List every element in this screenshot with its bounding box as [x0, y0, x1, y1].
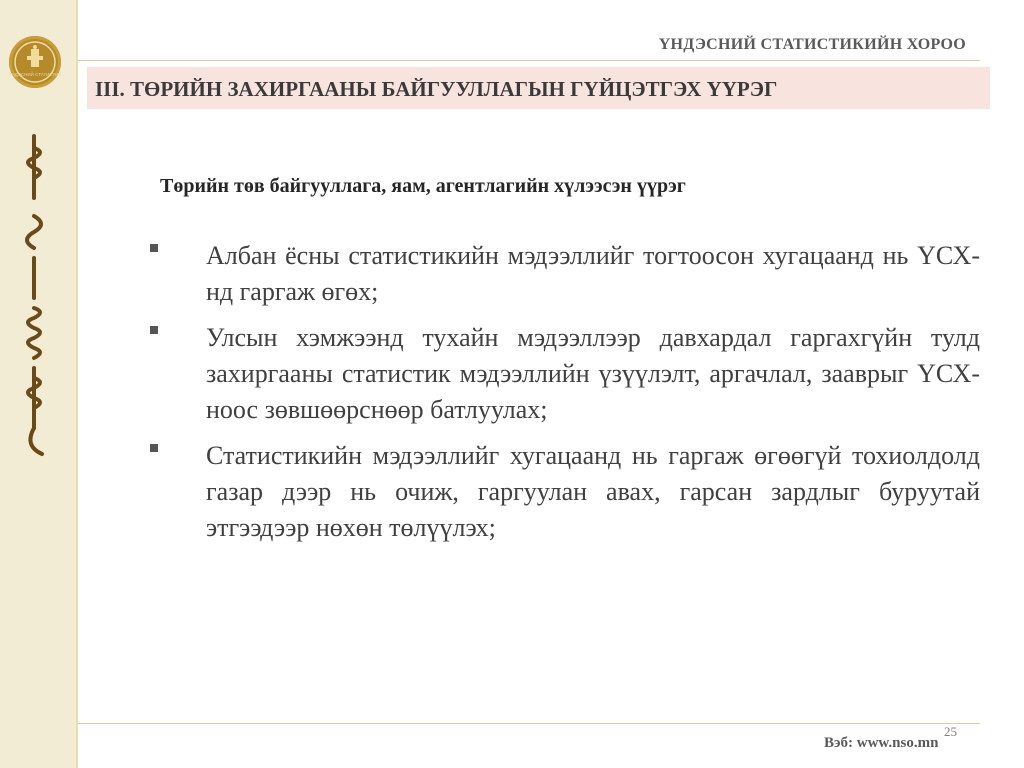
bullet-list	[150, 238, 980, 556]
list-item	[150, 238, 980, 310]
square-bullet-icon	[150, 244, 158, 252]
logo-caption: ҮНДЭСНИЙ СТАТИСТИК	[9, 72, 61, 77]
section-banner	[87, 67, 990, 109]
bullet-text: Албан ёсны статистикийн мэдээллийг тогтоосон хугацаанд нь ҮСХ-нд гаргаж өгөх;	[206, 241, 980, 306]
bullet-text: Статистикийн мэдээллийг хугацаанд нь гаргаж өгөөгүй тохиолдолд газар дээр нь очиж, гаргуулан авах, гарсан зардлыг буруутай этгээдээр нөхөн төлүүлэх;	[206, 441, 980, 542]
slide-subtitle: Төрийн төв байгууллага, яам, агентлагийн хүлээсэн үүрэг	[160, 175, 686, 197]
website-link[interactable]: Вэб: www.nso.mn	[824, 735, 939, 751]
header-divider	[78, 60, 980, 61]
band-edge	[76, 0, 78, 768]
bullet-text: Улсын хэмжээнд тухайн мэдээллээр давхардал гаргахгүйн тулд захиргааны статистик мэдээллийн үзүүлэлт, аргачлал, зааврыг ҮСХ-ноос зөвшөөрснөөр батлуулах;	[206, 323, 980, 424]
list-item	[150, 320, 980, 428]
square-bullet-icon	[150, 326, 158, 334]
mongolian-script-icon	[12, 128, 56, 458]
page-number: 25	[944, 724, 957, 739]
list-item	[150, 438, 980, 546]
footer-divider	[78, 723, 980, 724]
organization-name: ҮНДЭСНИЙ СТАТИСТИКИЙН ХОРОО	[658, 36, 966, 53]
nso-logo-emblem	[9, 36, 61, 88]
square-bullet-icon	[150, 444, 158, 452]
section-title: III. ТӨРИЙН ЗАХИРГААНЫ БАЙГУУЛЛАГЫН ГҮЙЦЭТГЭХ ҮҮРЭГ	[95, 77, 778, 101]
